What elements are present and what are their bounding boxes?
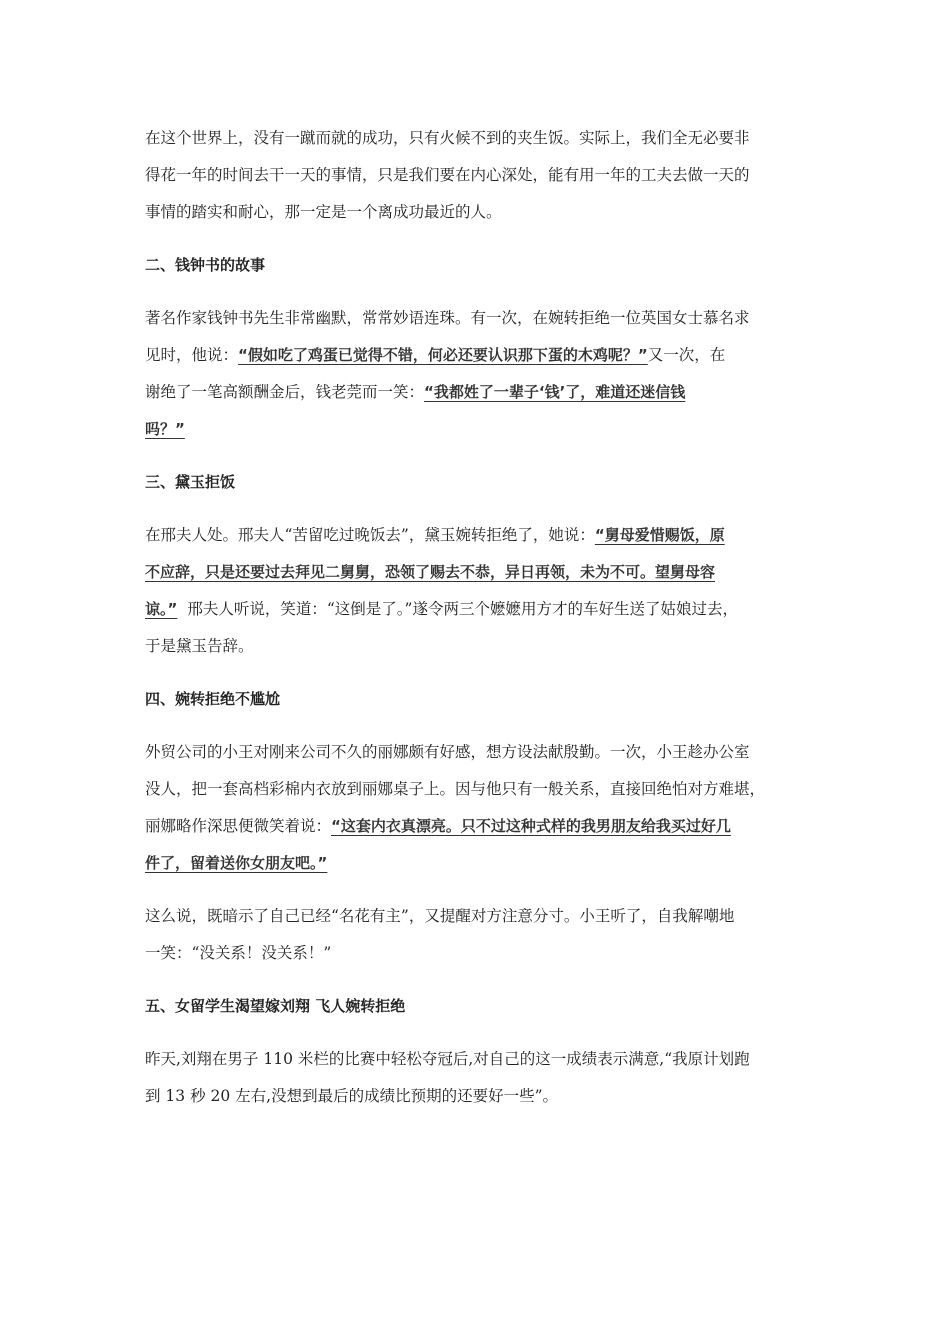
text-line: 于是黛玉告辞。	[145, 637, 254, 655]
section-heading-qian: 二、钱钟书的故事	[145, 256, 266, 274]
text-line	[145, 337, 815, 374]
quote-text: 件了，留着送你女朋友吧。”	[145, 854, 328, 872]
text-line: 在这个世界上，没有一蹴而就的成功，只有火候不到的夹生饭。实际上，我们全无必要非	[145, 129, 750, 147]
text-line	[145, 845, 815, 882]
text-line: 事情的踏实和耐心，那一定是一个离成功最近的人。	[145, 203, 502, 221]
text-line: 这么说，既暗示了自己已经“名花有主”，又提醒对方注意分寸。小王听了，自我解嘲地	[145, 907, 735, 925]
quote-text: 谅。”	[145, 600, 178, 618]
text-line: 没人，把一套高档彩棉内衣放到丽娜桌子上。因与他只有一般关系，直接回绝怕对方难堪，	[145, 780, 766, 798]
quote-text: “这套内衣真漂亮。只不过这种式样的我男朋友给我买过好几	[331, 817, 731, 835]
quote-text: “我都姓了一辈子‘钱’了，难道还迷信钱	[424, 383, 686, 401]
text-span: 见时，他说：	[145, 346, 239, 364]
text-line	[145, 374, 815, 411]
document-page	[145, 120, 815, 1131]
text-line: 昨天,刘翔在男子 110 米栏的比赛中轻松夺冠后,对自己的这一成绩表示满意,“我原计划跑	[145, 1050, 750, 1068]
paragraph-lina	[145, 734, 815, 882]
quote-text: “舅母爱惜赐饭，原	[594, 526, 725, 544]
text-line: 外贸公司的小王对刚来公司不久的丽娜颇有好感，想方设法献殷勤。一次，小王趁办公室	[145, 743, 750, 761]
text-span: 谢绝了一笔高额酬金后，钱老莞而一笑：	[145, 383, 425, 401]
paragraph-liuxiang	[145, 1041, 815, 1115]
quote-text: 吗？”	[145, 420, 185, 438]
paragraph-daiyu	[145, 517, 815, 665]
text-line: 到 13 秒 20 左右,没想到最后的成绩比预期的还要好一些”。	[145, 1087, 559, 1105]
section-heading-refuse: 四、婉转拒绝不尴尬	[145, 690, 281, 708]
text-line: 得花一年的时间去干一天的事情，只是我们要在内心深处，能有用一年的工夫去做一天的	[145, 166, 750, 184]
paragraph-success	[145, 120, 815, 231]
text-line: 著名作家钱钟书先生非常幽默，常常妙语连珠。有一次，在婉转拒绝一位英国女士慕名求	[145, 309, 750, 327]
quote-text: “假如吃了鸡蛋已觉得不错，何必还要认识那下蛋的木鸡呢？”	[238, 346, 648, 364]
paragraph-xiaowang	[145, 898, 815, 972]
paragraph-qian	[145, 300, 815, 448]
text-line	[145, 808, 815, 845]
text-span: 又一次，在	[647, 346, 726, 364]
section-heading-liuxiang: 五、女留学生渴望嫁刘翔 飞人婉转拒绝	[145, 997, 406, 1015]
quote-text: 不应辞，只是还要过去拜见二舅舅，恐领了赐去不恭，异日再领，未为不可。望舅母容	[145, 563, 716, 581]
text-line	[145, 591, 815, 628]
text-line	[145, 411, 815, 448]
text-span: 在邢夫人处。邢夫人“苦留吃过晚饭去”，黛玉婉转拒绝了，她说：	[145, 526, 595, 544]
section-heading-daiyu: 三、黛玉拒饭	[145, 473, 236, 491]
text-line: 一笑：“没关系！没关系！”	[145, 944, 332, 962]
text-line	[145, 517, 815, 554]
text-span: 丽娜略作深思便微笑着说：	[145, 817, 332, 835]
text-span: 邢夫人听说，笑道：“这倒是了。”遂令两三个嬷嬷用方才的车好生送了姑娘过去，	[187, 600, 738, 618]
text-line	[145, 554, 815, 591]
